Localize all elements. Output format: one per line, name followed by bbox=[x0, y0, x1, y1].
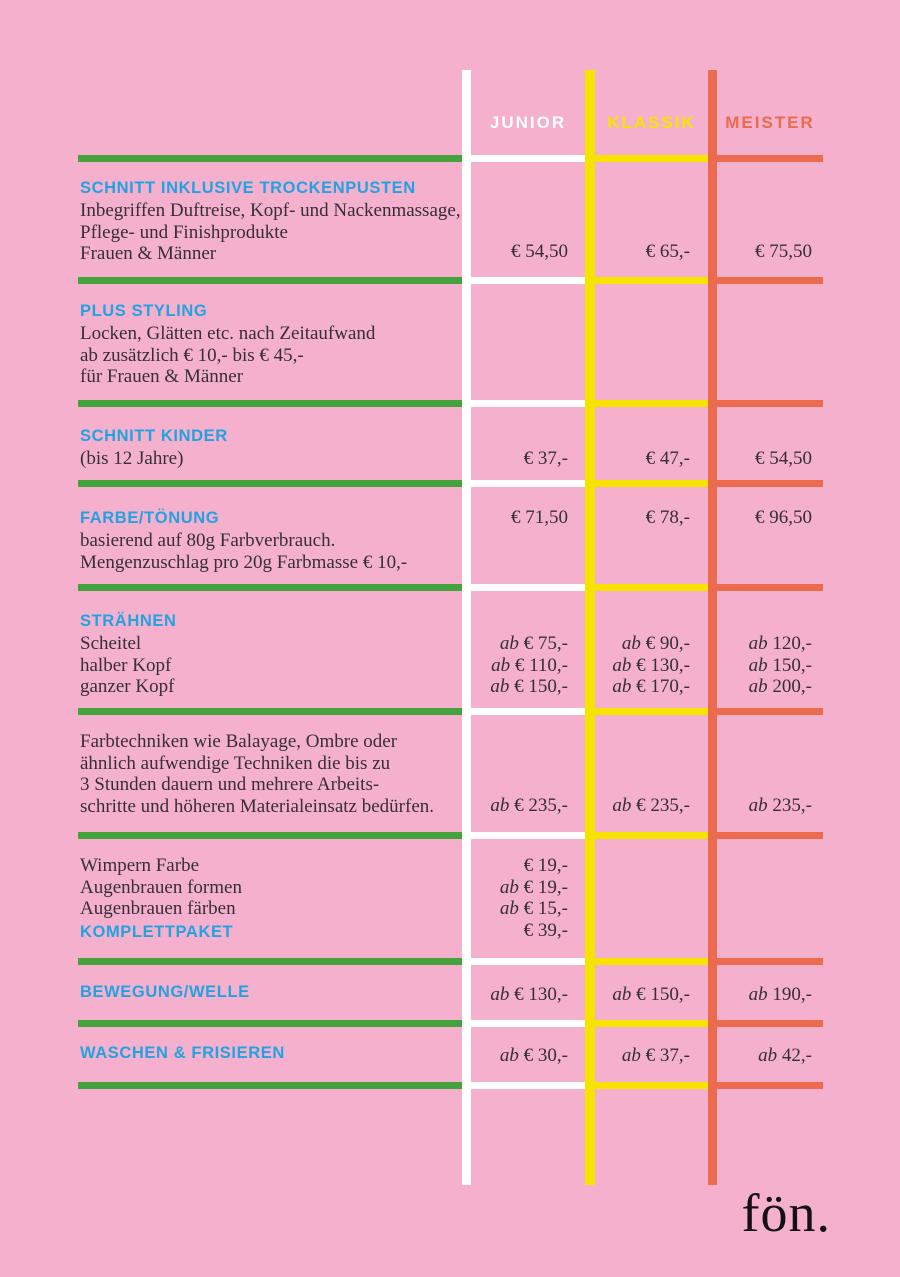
price-line: € 39,- bbox=[523, 919, 568, 941]
klassik-rung-line bbox=[585, 480, 708, 487]
price-line: ab € 110,- bbox=[491, 654, 568, 676]
junior-rung-line bbox=[462, 958, 585, 965]
price-line: ab € 90,- bbox=[621, 633, 690, 654]
junior-rung-line bbox=[462, 1082, 585, 1089]
section-text-block bbox=[80, 176, 462, 265]
klassik-rung-line bbox=[585, 1020, 708, 1027]
price-line: ab 200,- bbox=[748, 676, 812, 697]
price-ab-prefix: ab bbox=[499, 876, 519, 898]
price-ab-prefix: ab bbox=[612, 654, 632, 676]
price-cell-junior bbox=[471, 1045, 568, 1067]
column-header-junior: JUNIOR bbox=[489, 113, 567, 132]
section-heading: STRÄHNEN bbox=[80, 612, 177, 630]
price-ab-prefix: ab bbox=[748, 633, 768, 654]
green-divider-line bbox=[78, 958, 462, 965]
price-ab-prefix: ab bbox=[490, 795, 510, 816]
price-line: ab € 235,- bbox=[612, 795, 690, 816]
price-line: ab € 235,- bbox=[490, 795, 568, 816]
klassik-rung-line bbox=[585, 1082, 708, 1089]
price-line: € 19,- bbox=[523, 855, 568, 876]
section-heading: SCHNITT KINDER bbox=[80, 427, 228, 445]
junior-rung-line bbox=[462, 708, 585, 715]
meister-rung-line bbox=[708, 1082, 823, 1089]
price-line: ab € 30,- bbox=[499, 1045, 568, 1066]
price-cell-junior bbox=[471, 795, 568, 817]
green-divider-line bbox=[78, 277, 462, 284]
section-text-block bbox=[80, 731, 462, 817]
price-line: ab € 150,- bbox=[490, 676, 568, 697]
price-cell-klassik bbox=[595, 984, 690, 1006]
price-cell-klassik bbox=[595, 1045, 690, 1067]
price-ab-prefix: ab bbox=[748, 795, 768, 816]
junior-rung-line bbox=[462, 400, 585, 407]
section-body-line: Augenbrauen formen bbox=[80, 876, 242, 898]
price-cell-meister bbox=[717, 507, 812, 529]
salon-logo: fön. bbox=[741, 1183, 831, 1243]
section-heading: PLUS STYLING bbox=[80, 302, 208, 320]
price-ab-prefix: ab bbox=[499, 633, 519, 654]
section-body-line: Frauen & Männer bbox=[80, 243, 217, 264]
meister-rung-line bbox=[708, 584, 823, 591]
meister-rung-line bbox=[708, 832, 823, 839]
meister-column-bar bbox=[708, 70, 717, 1185]
section-body-line: (bis 12 Jahre) bbox=[80, 448, 184, 469]
column-header-meister: MEISTER bbox=[725, 113, 815, 132]
section-body-line: für Frauen & Männer bbox=[80, 366, 244, 387]
section-text-block bbox=[80, 609, 462, 698]
price-cell-klassik bbox=[595, 795, 690, 817]
green-divider-line bbox=[78, 400, 462, 407]
price-ab-prefix: ab bbox=[490, 676, 510, 697]
green-divider-line bbox=[78, 1082, 462, 1089]
klassik-column-bar bbox=[585, 70, 595, 1185]
meister-rung-line bbox=[708, 480, 823, 487]
price-line: ab 42,- bbox=[758, 1045, 812, 1066]
price-ab-prefix: ab bbox=[499, 898, 519, 919]
green-divider-line bbox=[78, 708, 462, 715]
section-body-line: Locken, Glätten etc. nach Zeitaufwand bbox=[80, 323, 376, 344]
price-ab-prefix: ab bbox=[621, 633, 641, 654]
price-cell-meister bbox=[717, 1045, 812, 1067]
section-text-block bbox=[80, 506, 462, 573]
price-cell-klassik bbox=[595, 448, 690, 470]
price-line: € 54,50 bbox=[755, 448, 812, 469]
price-cell-junior bbox=[471, 448, 568, 470]
klassik-rung-line bbox=[585, 708, 708, 715]
price-ab-prefix: ab bbox=[491, 654, 511, 676]
section-body-line: Pflege- und Finishprodukte bbox=[80, 221, 288, 243]
price-line: € 47,- bbox=[645, 448, 690, 469]
price-line: ab 235,- bbox=[748, 795, 812, 816]
price-line: ab € 15,- bbox=[499, 898, 568, 919]
green-divider-line bbox=[78, 584, 462, 591]
price-ab-prefix: ab bbox=[490, 984, 510, 1005]
price-cell-meister bbox=[717, 241, 812, 263]
price-cell-meister bbox=[717, 795, 812, 817]
column-header-klassik: KLASSIK bbox=[607, 113, 696, 132]
section-heading: WASCHEN & FRISIEREN bbox=[80, 1044, 285, 1062]
section-text-block bbox=[80, 980, 462, 1004]
section-body-line: Augenbrauen färben bbox=[80, 898, 236, 919]
price-line: ab 150,- bbox=[748, 654, 812, 676]
price-line: ab 120,- bbox=[748, 633, 812, 654]
price-line: € 96,50 bbox=[755, 507, 812, 528]
klassik-rung-line bbox=[585, 958, 708, 965]
meister-rung-line bbox=[708, 277, 823, 284]
price-cell-klassik bbox=[595, 507, 690, 529]
price-cell-junior bbox=[471, 241, 568, 263]
section-body-line: ab zusätzlich € 10,- bis € 45,- bbox=[80, 344, 304, 366]
green-divider-line bbox=[78, 1020, 462, 1027]
price-line: ab € 170,- bbox=[612, 676, 690, 697]
junior-column-bar bbox=[462, 70, 471, 1185]
price-cell-meister bbox=[717, 984, 812, 1006]
price-ab-prefix: ab bbox=[748, 676, 768, 697]
price-ab-prefix: ab bbox=[612, 984, 632, 1005]
price-line: € 78,- bbox=[645, 507, 690, 528]
section-body-line: Inbegriffen Duftreise, Kopf- und Nackenmassage, bbox=[80, 200, 461, 221]
price-cell-klassik bbox=[595, 241, 690, 263]
section-text-block bbox=[80, 299, 462, 388]
price-line: ab € 75,- bbox=[499, 633, 568, 654]
meister-rung-line bbox=[708, 400, 823, 407]
price-line: ab € 19,- bbox=[499, 876, 568, 898]
price-line: ab 190,- bbox=[748, 984, 812, 1005]
price-ab-prefix: ab bbox=[748, 984, 768, 1005]
section-body-line: Farbtechniken wie Balayage, Ombre oder bbox=[80, 731, 398, 752]
price-cell-junior bbox=[471, 633, 568, 698]
section-heading: KOMPLETTPAKET bbox=[80, 922, 234, 941]
section-body-line: ganzer Kopf bbox=[80, 676, 175, 697]
section-heading: BEWEGUNG/WELLE bbox=[80, 983, 250, 1001]
price-line: € 71,50 bbox=[511, 507, 568, 528]
price-cell-junior bbox=[471, 984, 568, 1006]
meister-rung-line bbox=[708, 1020, 823, 1027]
price-line: ab € 130,- bbox=[612, 654, 690, 676]
section-body-line: Mengenzuschlag pro 20g Farbmasse € 10,- bbox=[80, 551, 408, 573]
price-ab-prefix: ab bbox=[748, 654, 768, 676]
section-text-block bbox=[80, 1041, 462, 1065]
price-ab-prefix: ab bbox=[499, 1045, 519, 1066]
section-body-line: Wimpern Farbe bbox=[80, 855, 200, 876]
section-text-block bbox=[80, 855, 462, 944]
price-line: € 37,- bbox=[523, 448, 568, 469]
klassik-rung-line bbox=[585, 832, 708, 839]
price-cell-klassik bbox=[595, 633, 690, 698]
meister-rung-line bbox=[708, 155, 823, 162]
klassik-rung-line bbox=[585, 584, 708, 591]
junior-rung-line bbox=[462, 584, 585, 591]
price-line: ab € 37,- bbox=[621, 1045, 690, 1066]
section-body-line: 3 Stunden dauern und mehrere Arbeits- bbox=[80, 774, 380, 795]
section-heading: FARBE/TÖNUNG bbox=[80, 509, 220, 527]
green-divider-line bbox=[78, 155, 462, 162]
price-line: € 75,50 bbox=[755, 241, 812, 262]
junior-rung-line bbox=[462, 480, 585, 487]
section-text-block bbox=[80, 424, 462, 470]
price-ab-prefix: ab bbox=[612, 795, 632, 816]
price-line: € 65,- bbox=[645, 241, 690, 262]
green-divider-line bbox=[78, 480, 462, 487]
price-ab-prefix: ab bbox=[612, 676, 632, 697]
price-line: ab € 130,- bbox=[490, 984, 568, 1005]
klassik-rung-line bbox=[585, 155, 708, 162]
junior-rung-line bbox=[462, 277, 585, 284]
section-heading: SCHNITT INKLUSIVE TROCKENPUSTEN bbox=[80, 179, 416, 197]
meister-rung-line bbox=[708, 708, 823, 715]
price-ab-prefix: ab bbox=[758, 1045, 778, 1066]
price-cell-meister bbox=[717, 633, 812, 698]
junior-rung-line bbox=[462, 155, 585, 162]
price-cell-junior bbox=[471, 855, 568, 941]
price-cell-meister bbox=[717, 448, 812, 470]
junior-rung-line bbox=[462, 832, 585, 839]
price-ab-prefix: ab bbox=[621, 1045, 641, 1066]
section-body-line: basierend auf 80g Farbverbrauch. bbox=[80, 530, 336, 551]
price-line: € 54,50 bbox=[511, 241, 568, 262]
section-body-line: Scheitel bbox=[80, 633, 142, 654]
section-body-line: schritte und höheren Materialeinsatz bedürfen. bbox=[80, 795, 434, 817]
price-cell-junior bbox=[471, 507, 568, 529]
junior-rung-line bbox=[462, 1020, 585, 1027]
klassik-rung-line bbox=[585, 400, 708, 407]
klassik-rung-line bbox=[585, 277, 708, 284]
section-body-line: ähnlich aufwendige Techniken die bis zu bbox=[80, 752, 391, 774]
section-body-line: halber Kopf bbox=[80, 654, 172, 676]
meister-rung-line bbox=[708, 958, 823, 965]
price-line: ab € 150,- bbox=[612, 984, 690, 1005]
green-divider-line bbox=[78, 832, 462, 839]
